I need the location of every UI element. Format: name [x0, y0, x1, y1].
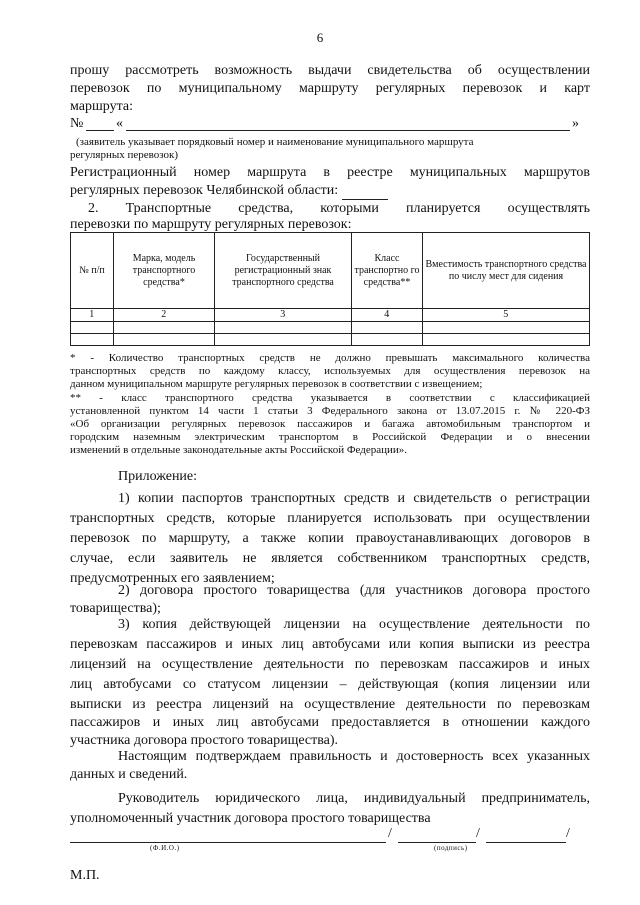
vehicles-table: [70, 232, 590, 346]
route-number-row: [70, 116, 590, 134]
appendix-item-2-line-2: товарищества);: [70, 601, 161, 616]
footnote-2-line-5: изменений в отдельные законодательные акты Российской Федерации».: [70, 444, 408, 456]
appendix-item-3-line-7: участника договора простого товарищества).: [70, 733, 339, 748]
table-row: [71, 334, 590, 346]
appendix-item-3-line-5: выписки из реестра лицензий на осуществление деятельности по перевозкам: [70, 697, 590, 712]
section2-line-1: 2. Транспортные средства, которыми планируется осуществлять: [88, 201, 590, 216]
intro-line-3: маршрута:: [70, 99, 133, 114]
header-class: Класс транспортно го средства**: [352, 233, 423, 309]
table-cell[interactable]: [423, 334, 590, 346]
table-numbering-row: [71, 309, 590, 322]
signature-caption: (подпись): [434, 844, 468, 852]
quote-open: «: [116, 116, 123, 131]
footnote-2-line-1: ** - класс транспортного средства указывается в соответствии с классификацией: [70, 392, 590, 404]
table-row: [71, 322, 590, 334]
footnote-2-line-2: установленной пунктом 14 части 1 статьи 3 Федерального закона от 13.07.2015 г. № 220-ФЗ: [70, 405, 590, 417]
appendix-item-1-line-3: перевозок по маршруту, а также копии правоустанавливающих договоров в: [70, 531, 590, 546]
stamp-place: М.П.: [70, 868, 100, 883]
appendix-item-1-line-5: предусмотренных его заявлением;: [70, 571, 275, 586]
table-cell[interactable]: [114, 334, 215, 346]
col-number-5: 5: [423, 309, 590, 322]
number-sign: №: [70, 116, 84, 131]
header-model: Марка, модель транспортного средства*: [114, 233, 215, 309]
confirm-line-1: Настоящим подтверждаем правильность и достоверность всех указанных: [118, 749, 590, 764]
appendix-item-3-line-1: 3) копия действующей лицензии на осуществление деятельности по: [118, 617, 590, 632]
footnote-2-line-3: «Об организации регулярных перевозок пассажиров и багажа автомобильным транспортом и: [70, 418, 590, 430]
reg-number-field[interactable]: [342, 187, 388, 200]
appendix-title: Приложение:: [118, 469, 198, 484]
table-cell[interactable]: [114, 322, 215, 334]
slash-1: /: [388, 826, 392, 841]
signature-field[interactable]: [398, 842, 476, 843]
section2-line-2: перевозки по маршруту регулярных перевозок:: [70, 217, 352, 232]
header-num: № п/п: [71, 233, 114, 309]
table-cell[interactable]: [71, 334, 114, 346]
appendix-item-3-line-2: перевозкам пассажиров и иных лиц автобусами или копия выписки из реестра: [70, 637, 590, 652]
appendix-item-2-line-1: 2) договора простого товарищества (для участников договора простого: [118, 583, 590, 598]
intro-line-1: прошу рассмотреть возможность выдачи свидетельства об осуществлении: [70, 63, 590, 78]
table-cell[interactable]: [423, 322, 590, 334]
col-number-1: 1: [71, 309, 114, 322]
reg-number-line-2: [70, 182, 590, 200]
appendix-item-1-line-2: транспортных средств, которые планируется использовать при осуществлении: [70, 511, 590, 526]
reg-number-label: регулярных перевозок Челябинской области:: [70, 183, 339, 198]
footnote-2-line-4: городским наземным электрическим транспортом в Российской Федерации и о внесении: [70, 431, 590, 443]
signature-field-2[interactable]: [486, 842, 566, 843]
route-number-field[interactable]: [86, 130, 114, 131]
fio-caption: (Ф.И.О.): [150, 844, 180, 852]
confirm-line-2: данных и сведений.: [70, 767, 188, 782]
col-number-3: 3: [215, 309, 352, 322]
footnote-1-line-1: * - Количество транспортных средств не должно превышать максимального количества: [70, 352, 590, 364]
table-cell[interactable]: [71, 322, 114, 334]
reg-number-line-1: Регистрационный номер маршрута в реестре муниципальных маршрутов: [70, 165, 590, 180]
appendix-item-1-line-4: случае, если заявитель не является собственником транспортных средств,: [70, 551, 590, 566]
appendix-item-1-line-1: 1) копии паспортов транспортных средств и свидетельств о регистрации: [118, 491, 590, 506]
route-name-field[interactable]: [126, 130, 570, 131]
table-header-row: [71, 233, 590, 309]
footnote-1-line-3: данном муниципальном маршруте регулярных перевозок в соответствии с извещением;: [70, 378, 483, 390]
appendix-item-3-line-6: пассажиров и иных лиц автобусами предоставляется в отношении каждого: [70, 715, 590, 730]
signature-fields: [70, 826, 580, 856]
signature-line-2: уполномоченный участник договора простого товарищества: [70, 811, 431, 826]
footnote-1-line-2: транспортных средств по каждому классу, используемых для осуществления перевозок на: [70, 365, 590, 377]
header-capacity: Вместимость транспортного средства по числу мест для сидения: [423, 233, 590, 309]
slash-3: /: [566, 826, 570, 841]
col-number-2: 2: [114, 309, 215, 322]
page-number: 6: [316, 30, 324, 45]
route-hint-1: (заявитель указывает порядковый номер и наименование муниципального маршрута: [76, 136, 474, 148]
table-cell[interactable]: [215, 322, 352, 334]
table-cell[interactable]: [352, 334, 423, 346]
intro-line-2: перевозок по муниципальному маршруту регулярных перевозок и карт: [70, 81, 590, 96]
slash-2: /: [476, 826, 480, 841]
appendix-item-3-line-4: лиц автобусами со статусом лицензии – действующая (копия лицензии или: [70, 677, 590, 692]
header-reg-sign: Государственный регистрационный знак транспортного средства: [215, 233, 352, 309]
quote-close: »: [572, 116, 579, 131]
appendix-item-3-line-3: лицензий на осуществление деятельности по перевозкам пассажиров и иных: [70, 657, 590, 672]
name-field[interactable]: [70, 842, 386, 843]
signature-line-1: Руководитель юридического лица, индивидуальный предприниматель,: [118, 791, 590, 806]
table-cell[interactable]: [352, 322, 423, 334]
route-hint-2: регулярных перевозок): [70, 149, 179, 161]
col-number-4: 4: [352, 309, 423, 322]
table-cell[interactable]: [215, 334, 352, 346]
